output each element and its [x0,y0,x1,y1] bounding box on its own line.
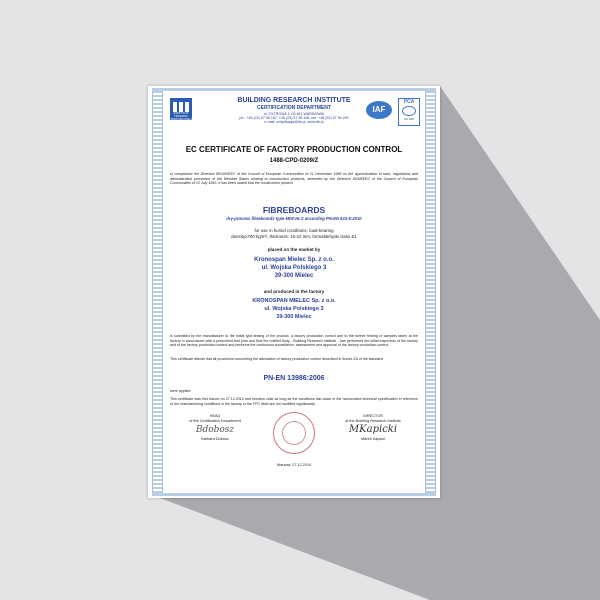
sign-right-role1: DIRECTOR [363,414,383,418]
body-text-1: is submitted by the manufacturer to the initial type-testing of the product, a factory production control and to the further testing of samples taken at the factory in accordance with a prescribed test plan and that the notified body - Building Research Institute - has performed the initial inspection of the factory and of the factory production control and performs the continuous surveillance, assessment and approval of the factory production control. [170,334,418,348]
use-line-2: density≥700 kg/m³, thickness: 10-22 mm, formaldehyde class E1 [231,234,357,239]
placed-on-market: placed on the market by [267,247,321,252]
sign-left-role2: of the Certification Department [189,418,241,423]
maker2-street: ul. Wojska Polskiego 3 [264,306,324,312]
certificate-document [148,86,440,498]
sign-right-name: Marek Kapicki [361,437,385,442]
maker1-street: ul. Wojska Polskiego 3 [261,265,327,271]
pca-emblem-icon [402,106,416,116]
maker2-name: KRONOSPAN MIELEC Sp. z o.o. [252,298,336,304]
use-line-1: for use in humid conditions, load-bearing [254,228,334,233]
email: e-mail: certyfikacja@itb.pl, www.itb.pl [264,120,324,124]
standard-reference: PN-EN 13986:2006 [263,375,325,382]
phone: ph.: +48 (22) 57 96 167, +48 (22) 57 96 168, fax: +48 (22) 57 96 290 [239,116,349,120]
maker1-city: 39-300 Mielec [274,273,314,279]
place-date: Warsaw, 27.12.2010 [276,463,312,467]
right-ornament-border [425,90,436,494]
validity-text: This certificate was first issued on 27.12.2010 and remains valid as long as the conditions laid down in the harmonised technical specification in reference or the manufacturing conditions in the factory or the FPC itself are not modified significantly. [170,397,418,406]
sign-left-block [170,414,260,442]
certificate-title: EC CERTIFICATE OF FACTORY PRODUCTION CONTROL [185,145,403,154]
seal-eagle-icon [282,421,306,445]
body-text-2: This certificate attests that all provisions concerning the attestation of factory production control described in Annex ZA of the standard [170,357,383,361]
maker1-name: Kronospan Mielec Sp. z o.o. [254,257,334,263]
address: ul. FILTROWA 1, 00-611 WARSZAWA [263,112,325,116]
itb-logo-text: INSTYTUT TECHNIKI BUDOWLANEJ [171,111,192,121]
top-border [152,88,436,91]
institute-name: BUILDING RESEARCH INSTITUTE [237,97,351,104]
department-name: CERTIFICATION DEPARTMENT [257,105,331,111]
produced-in-factory: and produced in the factory [263,289,325,294]
certificate-number: 1488-CPD-0209/Z [269,158,319,164]
bottom-border [152,493,436,496]
product-description: dry-process fibreboards type MDF.HLS according PN-EN 622-5:2010 [226,216,362,221]
sign-left-name: Barbara Dobosz [201,437,229,442]
pca-logo-text: PCA [403,99,415,105]
official-seal-icon [273,412,315,454]
sign-left-signature: Bdobosz [195,425,235,436]
maker2-city: 39-300 Mielec [276,314,312,320]
left-ornament-border [152,90,163,494]
were-applied: were applied. [170,389,192,393]
pca-logo [398,98,420,126]
pca-number: AC 020 [403,117,414,121]
sign-left-role1: HEAD [209,414,221,418]
intro-text: In compliance the Directive 89/106/EEC of the Council of European Communities of 21 December 1988 on the approximation of laws, regulations and administrative provisions of the Member States relating to construction products, amended by the Directive 93/68/EEC of the Council of European Communities of 22 July 1993, it has been stated that the construction product [170,172,418,186]
product-name: FIBREBOARDS [262,205,326,215]
iaf-logo: IAF [366,101,392,119]
sign-right-role2: of the Building Research Institute [345,418,401,423]
sign-right-block [328,414,418,442]
sign-right-signature: MKapicki [348,424,398,436]
